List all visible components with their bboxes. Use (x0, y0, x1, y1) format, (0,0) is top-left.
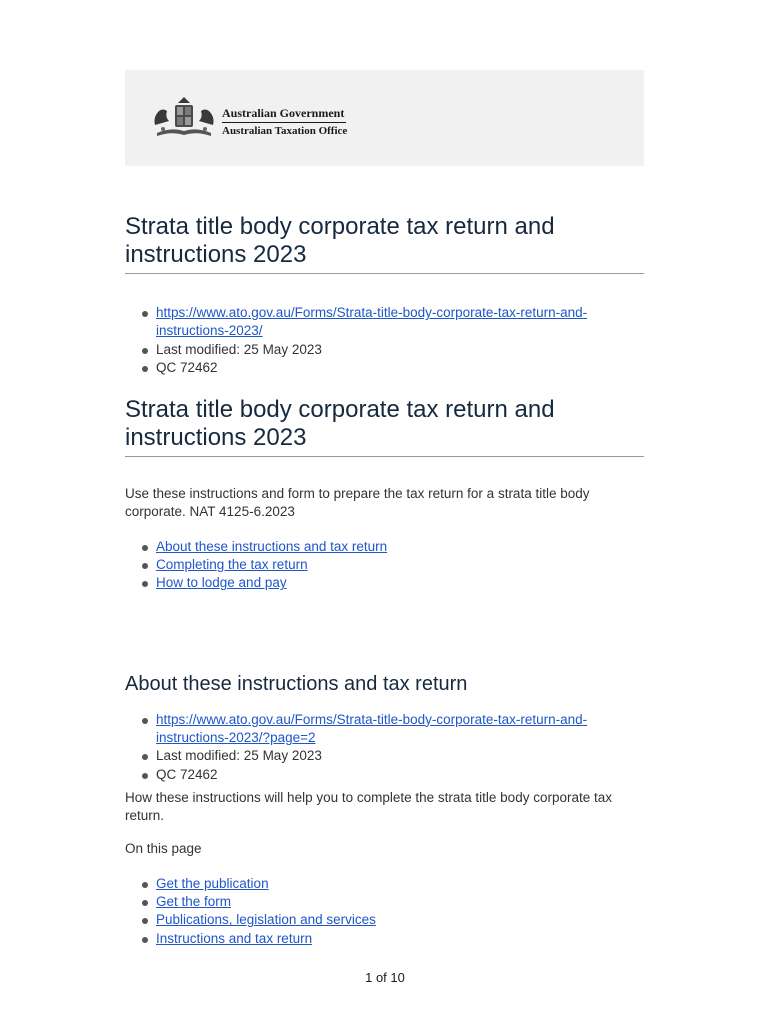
on-this-page-label: On this page (125, 841, 202, 857)
list-item: Last modified: 25 May 2023 (125, 747, 644, 765)
list-item (125, 930, 644, 948)
section-meta-list (125, 711, 644, 784)
toc-link-about[interactable]: About these instructions and tax return (156, 538, 388, 554)
coat-of-arms-logo (151, 95, 217, 141)
section-title: Strata title body corporate tax return and instructions 2023 (125, 396, 644, 457)
section-heading: About these instructions and tax return (125, 672, 468, 695)
list-item: Last modified: 25 May 2023 (125, 341, 644, 359)
table-of-contents (125, 538, 644, 593)
page-title: Strata title body corporate tax return and instructions 2023 (125, 213, 644, 274)
on-this-page-links (125, 875, 644, 948)
list-item (125, 911, 644, 929)
page-indicator: 1 of 10 (365, 970, 405, 985)
agency-name: Australian Taxation Office (222, 125, 348, 137)
list-item: QC 72462 (125, 359, 644, 377)
source-url-link[interactable]: https://www.ato.gov.au/Forms/Strata-title-body-corporate-tax-return-and-instructions-2023/ (156, 305, 588, 339)
list-item: QC 72462 (125, 766, 644, 784)
list-item (125, 304, 644, 341)
link-get-publication[interactable]: Get the publication (156, 875, 269, 891)
list-item (125, 574, 644, 592)
list-item (125, 711, 644, 748)
section-url-link[interactable]: https://www.ato.gov.au/Forms/Strata-title-body-corporate-tax-return-and-instructions-2023/?page=2 (156, 711, 588, 745)
list-item (125, 538, 644, 556)
list-item (125, 875, 644, 893)
government-wordmark (222, 106, 347, 138)
list-item (125, 893, 644, 911)
section-description: How these instructions will help you to complete the strata title body corporate tax return. (125, 789, 612, 824)
link-instructions[interactable]: Instructions and tax return (156, 930, 313, 946)
link-publications[interactable]: Publications, legislation and services (156, 912, 376, 928)
intro-paragraph: Use these instructions and form to prepare the tax return for a strata title body corporate. NAT 4125-6.2023 (125, 486, 590, 520)
government-name: Australian Government (222, 106, 346, 123)
list-item (125, 556, 644, 574)
document-page (125, 70, 644, 948)
toc-link-lodge[interactable]: How to lodge and pay (156, 575, 287, 591)
page-meta-list (125, 304, 644, 377)
ato-header-banner (125, 70, 644, 166)
link-get-form[interactable]: Get the form (156, 894, 232, 910)
toc-link-completing[interactable]: Completing the tax return (156, 557, 308, 573)
